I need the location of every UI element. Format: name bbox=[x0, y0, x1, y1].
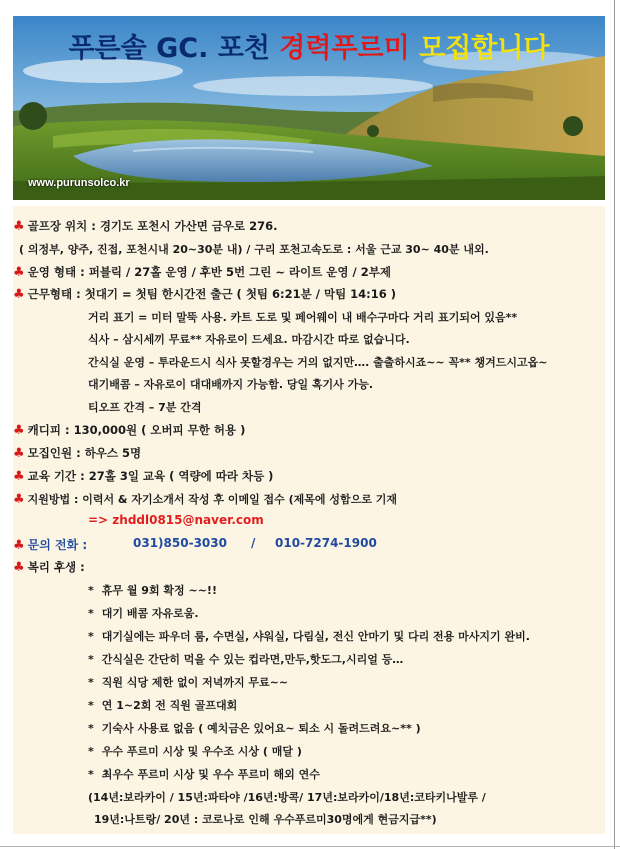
content-panel bbox=[13, 206, 605, 834]
recruit-row bbox=[13, 445, 141, 461]
work-detail: 식사 – 삼시세끼 무료** 자유로이 드세요. 마감시간 따로 없습니다. bbox=[88, 333, 410, 346]
welfare-item: * 휴무 월 9회 확정 ~~!! bbox=[88, 584, 217, 597]
asterisk-bullet-icon: * bbox=[88, 584, 94, 597]
title-experienced-caddie: 경력푸르미 bbox=[279, 33, 410, 64]
training-row bbox=[13, 468, 273, 484]
operation-row bbox=[13, 264, 391, 280]
asterisk-bullet-icon: * bbox=[88, 722, 94, 735]
welfare-item: * 직원 식당 제한 없이 저녁까지 무료~~ bbox=[88, 676, 289, 689]
frame-border-right bbox=[614, 0, 615, 849]
work-detail: 티오프 간격 – 7분 간격 bbox=[88, 401, 202, 414]
club-suit-icon: ♣ bbox=[13, 560, 25, 575]
work-detail: 대기배콤 – 자유로이 대대배까지 가능함. 당일 혹기사 가능. bbox=[88, 378, 374, 391]
work-detail: 간식실 운영 – 투라운드시 식사 못할경우는 거의 없지만…. 출출하시죠~~ 꼭** 챙겨드시고옵~ bbox=[88, 356, 548, 369]
welfare-item: * 기숙사 사용료 없음 ( 예치금은 있어요~ 퇴소 시 돌려드려요~** ) bbox=[88, 722, 421, 735]
location-row bbox=[13, 218, 278, 234]
asterisk-bullet-icon: * bbox=[88, 653, 94, 666]
asterisk-bullet-icon: * bbox=[88, 676, 94, 689]
caddie-fee: 캐디피 : 130,000원 ( 오버피 무한 허용 ) bbox=[27, 423, 246, 437]
asterisk-bullet-icon: * bbox=[88, 607, 94, 620]
club-suit-icon: ♣ bbox=[13, 492, 25, 507]
operation-value: 퍼블릭 / 27홀 운영 / 후반 5번 그린 ~ 라이트 운영 / 2부제 bbox=[84, 265, 391, 279]
club-suit-icon: ♣ bbox=[13, 265, 25, 280]
apply-value: 이력서 & 자기소개서 작성 후 이메일 접수 (제목에 성함으로 기재 bbox=[78, 493, 397, 506]
asterisk-bullet-icon: * bbox=[88, 768, 94, 781]
banner-title bbox=[13, 26, 605, 65]
work-row bbox=[13, 286, 396, 302]
location-value: 경기도 포천시 가산면 금우로 276. bbox=[95, 219, 278, 233]
location-label: 골프장 위치 : bbox=[27, 219, 96, 233]
club-suit-icon: ♣ bbox=[13, 538, 25, 553]
club-suit-icon: ♣ bbox=[13, 423, 25, 438]
welfare-item: * 간식실은 간단히 먹을 수 있는 컵라면,만두,핫도그,시리얼 등… bbox=[88, 653, 404, 666]
overseas-trips-line-2: 19년:나트랑/ 20년 : 코로나로 인해 우수푸르미30명에게 현금지급**) bbox=[94, 813, 437, 826]
recruit-count: 모집인원 : 하우스 5명 bbox=[27, 446, 142, 460]
frame-border-bottom bbox=[0, 846, 620, 847]
work-label: 근무형태 : bbox=[27, 287, 81, 301]
club-suit-icon: ♣ bbox=[13, 469, 25, 484]
welfare-item: * 대기 배콤 자유로움. bbox=[88, 607, 199, 620]
overseas-trips-line-1: (14년:보라카이 / 15년:파타야 /16년:방콕/ 17년:보라카이/18년:코타키나발루 / bbox=[88, 791, 486, 804]
phone-1[interactable]: 031)850-3030 bbox=[133, 536, 227, 550]
club-suit-icon: ♣ bbox=[13, 287, 25, 302]
welfare-item: * 최우수 푸르미 시상 및 우수 푸르미 해외 연수 bbox=[88, 768, 320, 781]
contact-row bbox=[13, 536, 377, 553]
asterisk-bullet-icon: * bbox=[88, 699, 94, 712]
welfare-item: * 연 1~2회 전 직원 골프대회 bbox=[88, 699, 238, 712]
asterisk-bullet-icon: * bbox=[88, 745, 94, 758]
work-detail: 거리 표기 = 미터 말뚝 사용. 카트 도로 및 페어웨이 내 배수구마다 거리 표기되어 있음** bbox=[88, 311, 518, 324]
work-value: 첫대기 = 첫팀 한시간전 출근 ( 첫팀 6:21분 / 막팀 14:16 ) bbox=[80, 287, 397, 301]
asterisk-bullet-icon: * bbox=[88, 630, 94, 643]
apply-label: 지원방법 : bbox=[27, 493, 79, 506]
club-suit-icon: ♣ bbox=[13, 219, 25, 234]
contact-label: 문의 전화 : bbox=[27, 538, 88, 552]
title-club-name: 푸른솔 GC. 포천 bbox=[68, 33, 280, 64]
caddie-fee-row bbox=[13, 422, 245, 438]
website-url[interactable]: www.purunsolco.kr bbox=[28, 177, 130, 189]
phone-2[interactable]: 010-7274-1900 bbox=[275, 536, 377, 550]
welfare-item: * 우수 푸르미 시상 및 우수조 시상 ( 매달 ) bbox=[88, 745, 302, 758]
apply-row bbox=[13, 491, 397, 507]
title-recruiting: 모집합니다 bbox=[409, 33, 550, 64]
phone-separator: / bbox=[251, 536, 256, 550]
club-suit-icon: ♣ bbox=[13, 446, 25, 461]
location-detail: ( 의정부, 양주, 진접, 포천시내 20~30분 내) / 구리 포천고속도로 : 서울 근교 30~ 40분 내외. bbox=[19, 243, 489, 256]
welfare-item: * 대기실에는 파우더 룸, 수면실, 샤워실, 다림실, 전신 안마기 및 다리 전용 마사지기 완비. bbox=[88, 630, 530, 643]
email-link[interactable]: => zhddl0815@naver.com bbox=[88, 513, 264, 527]
training-period: 교육 기간 : 27홀 3일 교육 ( 역량에 따라 차등 ) bbox=[27, 469, 274, 483]
welfare-header bbox=[13, 559, 85, 575]
banner-image bbox=[13, 16, 605, 200]
operation-label: 운영 형태 : bbox=[27, 265, 85, 279]
welfare-label: 복리 후생 : bbox=[27, 560, 85, 574]
